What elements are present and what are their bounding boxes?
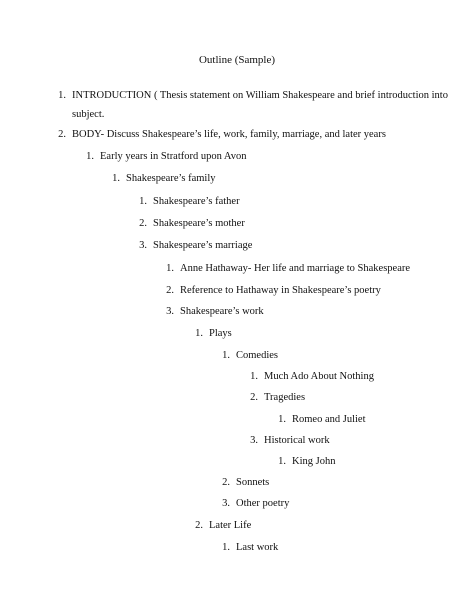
outline-text: Reference to Hathaway in Shakespeare’s poetry [180,285,381,296]
outline-number: 1. [195,328,203,339]
outline-number: 3. [222,498,230,509]
outline-text: Sonnets [236,477,270,488]
outline-number: 1. [278,414,286,425]
outline-text: Shakespeare’s work [180,306,264,317]
outline-number: 2. [58,129,66,140]
outline-number: 2. [166,285,174,296]
outline-text: INTRODUCTION ( Thesis statement on William Shakespeare and brief introduction into [72,90,448,101]
outline-text: Anne Hathaway- Her life and marriage to Shakespeare [180,263,411,274]
outline-text: King John [292,456,336,467]
outline-text: Historical work [264,435,330,446]
outline-number: 1. [222,350,230,361]
outline-text: Early years in Stratford upon Avon [100,151,247,162]
outline-text: Last work [236,542,279,553]
outline-number: 3. [250,435,258,446]
outline-text: Shakespeare’s mother [153,218,245,229]
outline-number: 3. [139,240,147,251]
outline-text: Other poetry [236,498,290,509]
outline-number: 1. [166,263,174,274]
outline-number: 1. [278,456,286,467]
outline-number: 2. [195,520,203,531]
outline-number: 1. [58,90,66,101]
outline-number: 2. [250,392,258,403]
outline-text: Plays [209,328,232,339]
outline-text: Shakespeare’s marriage [153,240,253,251]
outline-text: BODY- Discuss Shakespeare’s life, work, family, marriage, and later years [72,129,386,140]
outline-number: 1. [112,173,120,184]
outline-number: 1. [86,151,94,162]
document-title: Outline (Sample) [198,54,276,66]
outline-text: Shakespeare’s father [153,196,240,207]
outline-number: 2. [139,218,147,229]
outline-text: Much Ado About Nothing [264,371,374,382]
outline-text: Comedies [236,350,278,361]
outline-number: 1. [250,371,258,382]
outline-text: Shakespeare’s family [126,173,216,184]
outline-text: subject. [72,109,105,120]
outline-number: 3. [166,306,174,317]
outline-text: Later Life [209,520,252,531]
outline-text: Romeo and Juliet [292,414,366,425]
outline-number: 1. [139,196,147,207]
outline-number: 2. [222,477,230,488]
outline-number: 1. [222,542,230,553]
outline-text: Tragedies [264,392,306,403]
